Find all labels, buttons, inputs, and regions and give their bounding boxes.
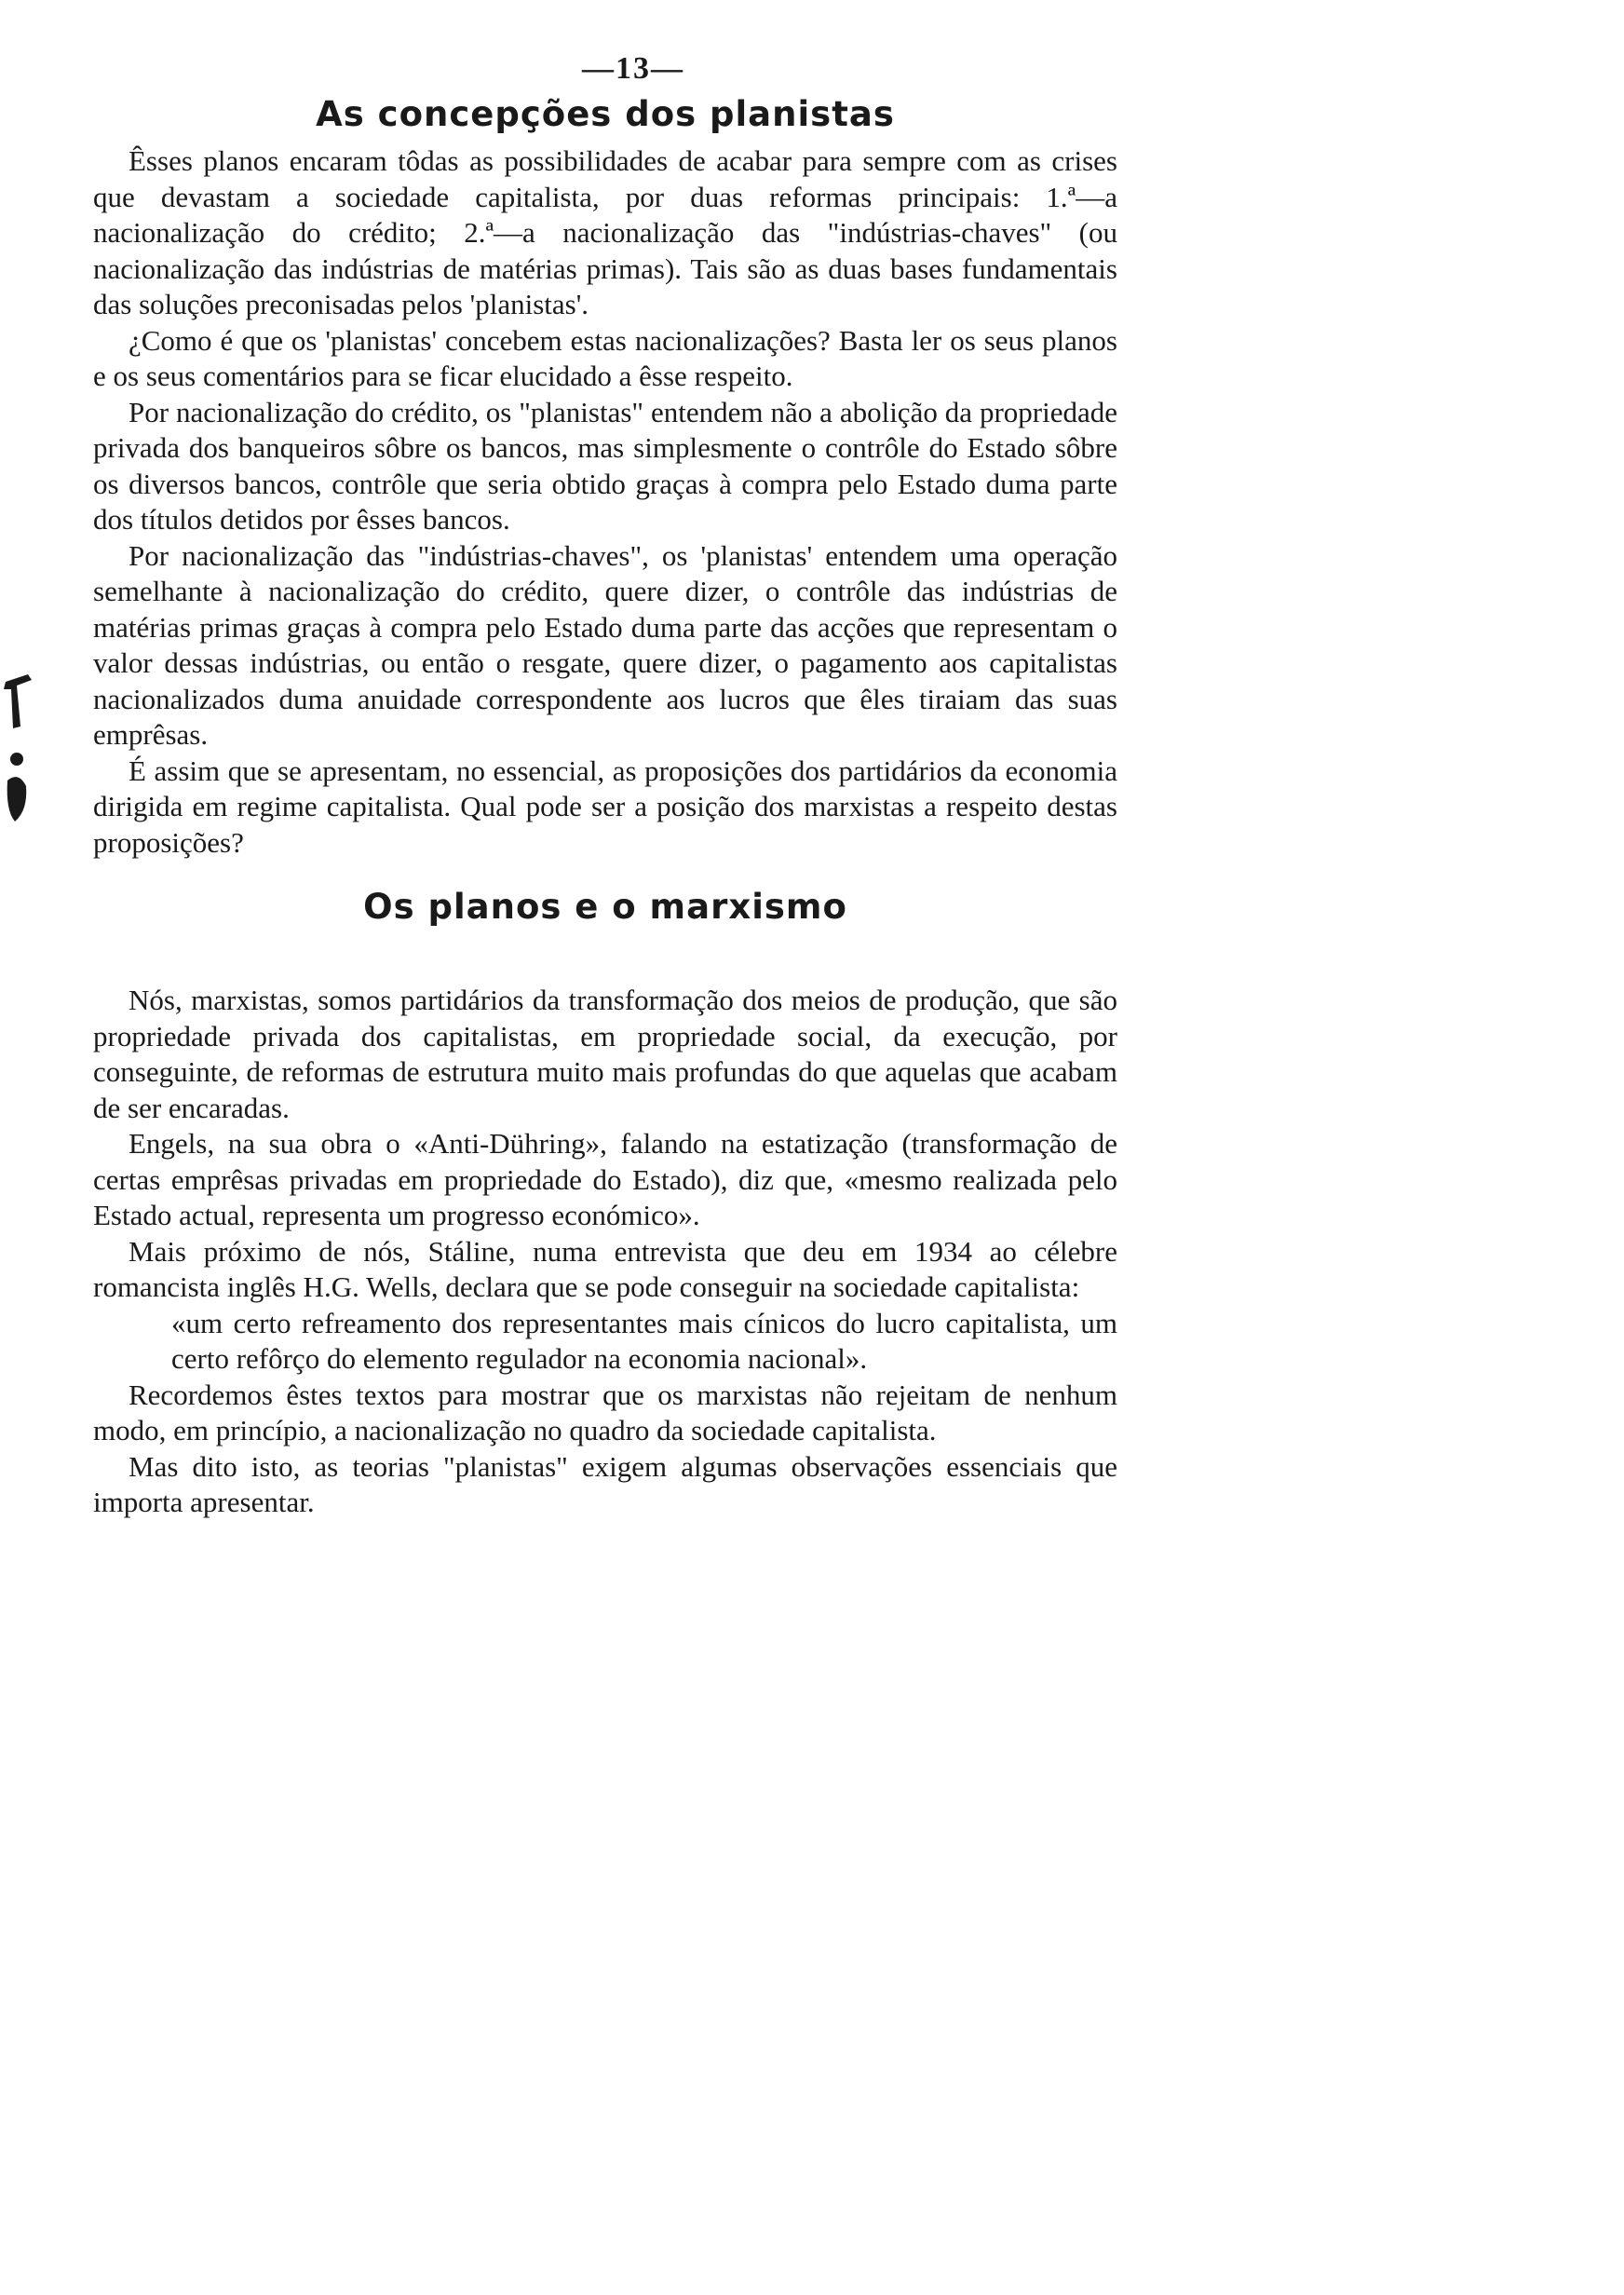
paragraph: Por nacionalização das "indústrias-chaves", os 'planistas' entendem uma operação semelhante à nacionalização do crédito, quere dizer, o contrôle das indústrias de matérias primas graças à compra pelo Estado duma parte das acções que representam o valor dessas indústrias, ou então o resgate, quere dizer, o pagamento aos capitalistas nacionalizados duma anuidade correspondente aos lucros que êles tiraiam das suas emprêsas. bbox=[93, 538, 1117, 751]
paragraph: Êsses planos encaram tôdas as possibilidades de acabar para sempre com as crises que devastam a sociedade capitalista, por duas reformas principais: 1.ª—a nacionalização do crédito; 2.ª—a nacionalização das "indústrias-chaves" (ou nacionalização das indústrias de matérias primas). Tais são as duas bases fundamentais das soluções preconisadas pelos 'planistas'. bbox=[93, 144, 1117, 320]
paragraph: Por nacionalização do crédito, os "planistas" entendem não a abolição da propriedade privada dos banqueiros sôbre os bancos, mas simplesmente o contrôle do Estado sôbre os diversos bancos, contrôle que seria obtido graças à compra pelo Estado duma parte dos títulos detidos por êsses bancos. bbox=[93, 395, 1117, 536]
paragraph: Nós, marxistas, somos partidários da transformação dos meios de produção, que são propriedade privada dos capitalistas, em propriedade social, da execução, por conseguinte, de reformas de estrutura muito mais profundas do que aquelas que acabam de ser encaradas. bbox=[93, 984, 1117, 1124]
paragraph: Mas dito isto, as teorias "planistas" exigem algumas observações essenciais que importa apresentar. bbox=[93, 1449, 1117, 1518]
paragraph: ¿Como é que os 'planistas' concebem estas nacionalizações? Basta ler os seus planos e os seus comentários para se ficar elucidado a êsse respeito. bbox=[93, 323, 1117, 392]
paragraph: Engels, na sua obra o «Anti-Dühring», falando na estatização (transformação de certas emprêsas privadas em propriedade do Estado), diz que, «mesmo realizada pelo Estado actual, representa um progresso económico». bbox=[93, 1127, 1117, 1231]
block-quote: «um certo refreamento dos representantes mais cínicos do lucro capitalista, um certo refôrço do elemento regulador na economia nacional». bbox=[171, 1306, 1117, 1375]
section-heading-marxismo: Os planos e o marxismo bbox=[363, 887, 847, 927]
ink-smudge-icon bbox=[0, 671, 35, 824]
paragraph: Recordemos êstes textos para mostrar que os marxistas não rejeitam de nenhum modo, em princípio, a nacionalização no quadro da sociedade capitalista. bbox=[93, 1378, 1117, 1446]
section-heading-concepcoes: As concepções dos planistas bbox=[316, 94, 895, 134]
page-number: —13— bbox=[582, 51, 684, 86]
paragraph: É assim que se apresentam, no essencial, as proposições dos partidários da economia dirigida em regime capitalista. Qual pode ser a posição dos marxistas a respeito destas proposições? bbox=[93, 754, 1117, 859]
section-body-marxismo bbox=[93, 983, 1117, 1521]
paragraph: Mais próximo de nós, Stáline, numa entrevista que deu em 1934 ao célebre romancista inglês H.G. Wells, declara que se pode conseguir na sociedade capitalista: bbox=[93, 1234, 1117, 1303]
margin-ink-mark bbox=[0, 671, 35, 824]
document-page bbox=[93, 51, 1117, 1521]
section-body-concepcoes bbox=[93, 143, 1117, 861]
